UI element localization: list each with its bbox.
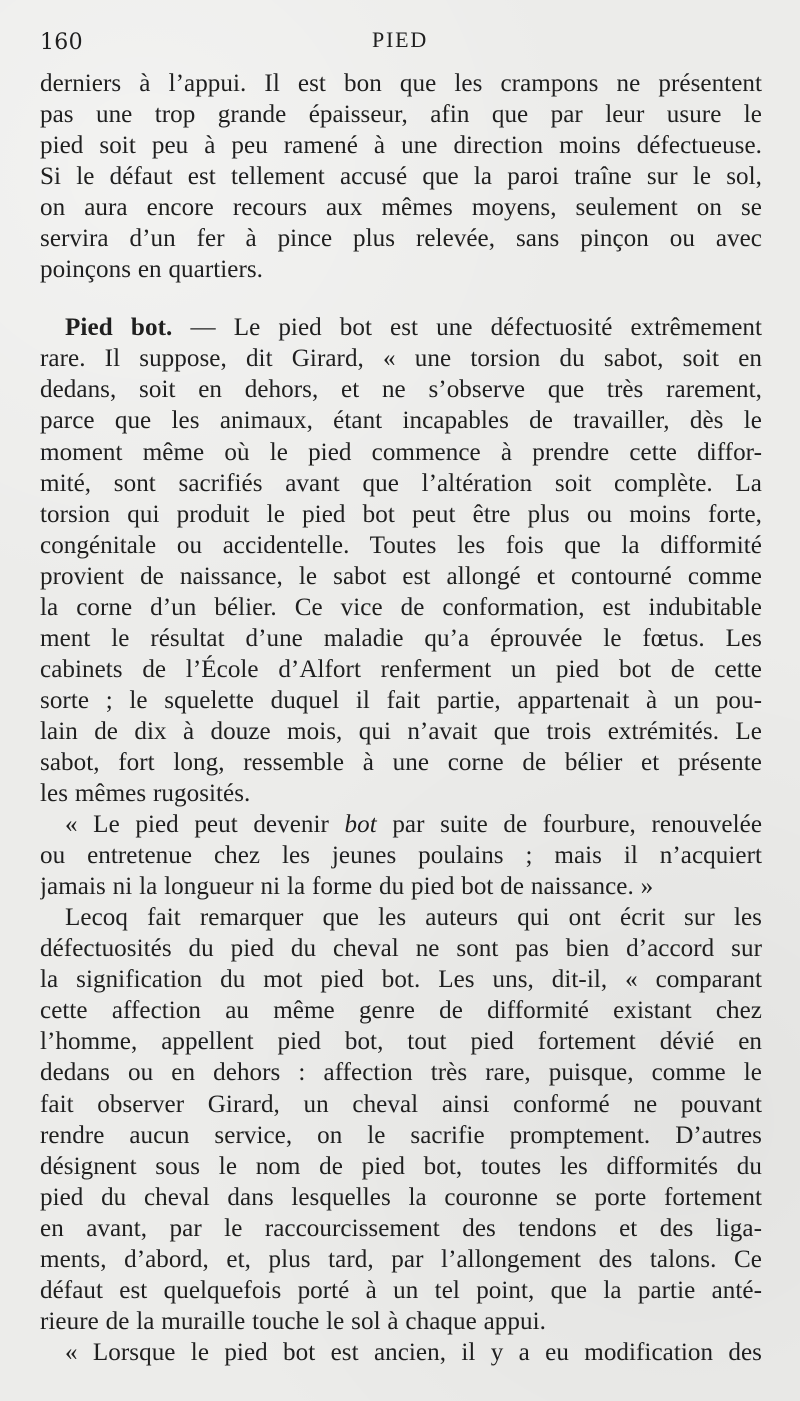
text-line: jamais ni la longueur ni la forme du pied bot de naissance. » <box>40 873 654 901</box>
section-gap <box>40 285 762 312</box>
text-line: rare. Il suppose, dit Girard, « une torsion du sabot, soit en <box>40 345 762 373</box>
text-line: ou entretenue chez les jeunes poulains ; mais il n’acquiert <box>40 842 762 870</box>
text-line: « Lorsque le pied bot est ancien, il y a eu modification des <box>65 1338 762 1366</box>
text-line: Lecoq fait remarquer que les auteurs qui ont écrit sur les <box>65 904 762 932</box>
text-line: fait observer Girard, un cheval ainsi conformé ne pouvant <box>40 1090 762 1118</box>
page-header <box>40 24 760 58</box>
text-line: pas une trop grande épaisseur, afin que par leur usure le <box>40 101 762 129</box>
text-line: dedans, soit en dehors, et ne s’observe que très rarement, <box>40 376 762 404</box>
text-line: pied soit peu à peu ramené à une direction moins défectueuse. <box>40 132 762 160</box>
paragraph-lecoq <box>40 902 762 1337</box>
text-line: défaut est quelquefois porté à un tel point, que la partie anté- <box>40 1276 762 1304</box>
text-line: les mêmes rugosités. <box>40 780 251 808</box>
paragraph-fourbure-quote <box>40 809 762 902</box>
text-line: sorte ; le squelette duquel il fait partie, appartenait à un pou- <box>40 686 762 714</box>
text-line: moment même où le pied commence à prendre cette diffor- <box>40 438 762 466</box>
text-line: sabot, fort long, ressemble à une corne de bélier et présente <box>40 748 762 776</box>
text-line: en avant, par le raccourcissement des tendons et des liga- <box>40 1214 762 1242</box>
section-heading-line <box>40 312 762 343</box>
text-line: l’homme, appellent pied bot, tout pied fortement dévié en <box>40 1028 762 1056</box>
italic-term: bot <box>344 811 377 839</box>
text-line: ment le résultat d’une maladie qu’a éprouvée le fœtus. Les <box>40 624 762 652</box>
section-term: Pied bot. <box>65 314 173 342</box>
text-line: la signification du mot pied bot. Les uns, dit-il, « comparant <box>40 966 762 994</box>
quote-first-line <box>40 809 762 840</box>
text-line: rendre aucun service, on le sacrifie promptement. D’autres <box>40 1121 762 1149</box>
paragraph-lorsque <box>40 1337 762 1368</box>
text-line: désignent sous le nom de pied bot, toutes les difformités du <box>40 1152 762 1180</box>
text-line: provient de naissance, le sabot est allongé et contourné comme <box>40 562 762 590</box>
text-line: défectuosités du pied du cheval ne sont pas bien d’accord sur <box>40 935 762 963</box>
body-text <box>40 68 762 1368</box>
text-line: Si le défaut est tellement accusé que la paroi traîne sur le sol, <box>40 163 762 191</box>
text-line: la corne d’un bélier. Ce vice de conformation, est indubitable <box>40 593 762 621</box>
text-line: servira d’un fer à pince plus relevée, sans pinçon ou avec <box>40 225 762 253</box>
running-head: PIED <box>371 27 429 52</box>
paragraph-pied-bot <box>40 312 762 809</box>
text-line: congénitale ou accidentelle. Toutes les fois que la difformité <box>40 531 762 559</box>
text-line: on aura encore recours aux mêmes moyens, seulement on se <box>40 194 762 222</box>
page-number: 160 <box>40 30 83 55</box>
text-line: dedans ou en dehors : affection très rare, puisque, comme le <box>40 1059 762 1087</box>
text-line: cette affection au même genre de difformité existant chez <box>40 997 762 1025</box>
quote-text-after-italic: par suite de fourbure, renouvelée <box>376 811 762 839</box>
paragraph-crampons <box>40 68 762 285</box>
text-line: derniers à l’appui. Il est bon que les crampons ne présentent <box>40 70 762 97</box>
text-line: lain de dix à douze mois, qui n’avait que trois extrémités. Le <box>40 717 762 745</box>
quote-text-before-italic: « Le pied peut devenir <box>65 811 345 839</box>
text-line: cabinets de l’École d’Alfort renferment un pied bot de cette <box>40 655 762 683</box>
text-line: ments, d’abord, et, plus tard, par l’allongement des talons. Ce <box>40 1245 762 1273</box>
text-line: torsion qui produit le pied bot peut être plus ou moins forte, <box>40 500 762 528</box>
text-line: rieure de la muraille touche le sol à chaque appui. <box>40 1307 546 1335</box>
text-line: poinçons en quartiers. <box>40 256 264 284</box>
text-line: mité, sont sacrifiés avant que l’altération soit complète. La <box>40 469 762 497</box>
text-line: pied du cheval dans lesquelles la couronne se porte fortement <box>40 1183 762 1211</box>
section-intro-text: — Le pied bot est une défectuosité extrêmement <box>172 314 762 342</box>
text-line: parce que les animaux, étant incapables de travailler, dès le <box>40 407 762 435</box>
